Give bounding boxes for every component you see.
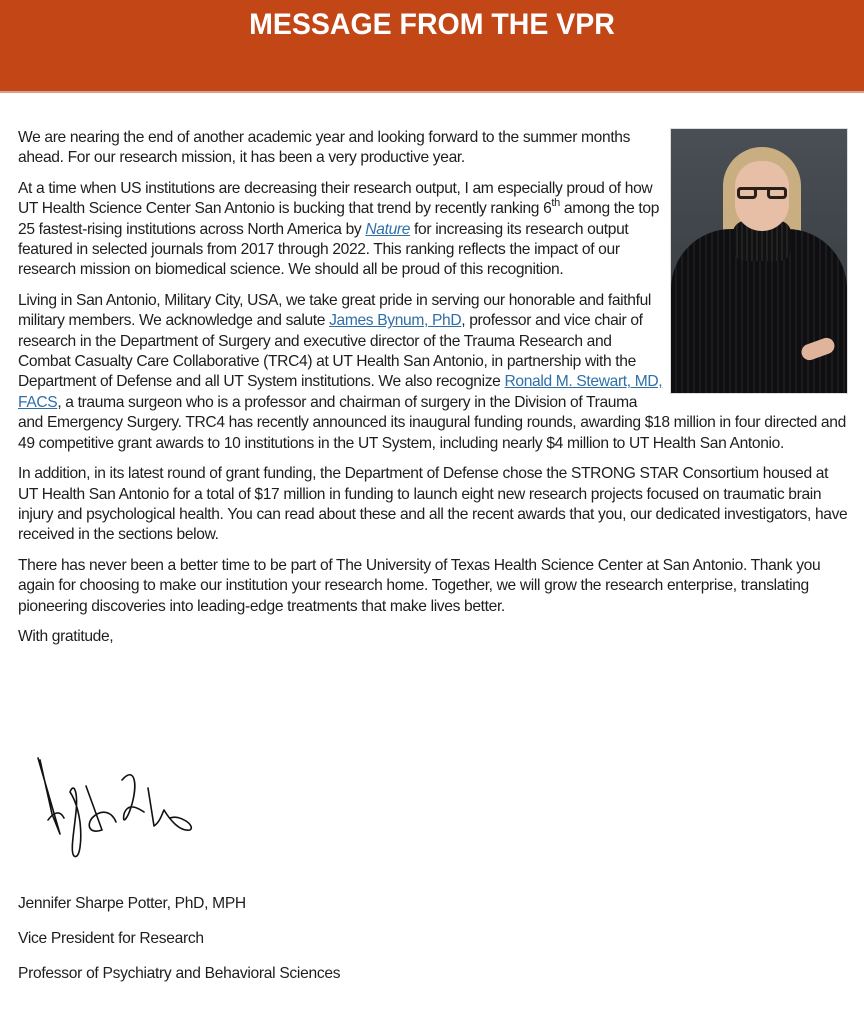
text: At a time when US institutions are decreasing their research output, I am especially proud of how UT Health Science Center San Antonio is bucking that trend by recently ranking 6 [18, 179, 653, 218]
paragraph-closing: There has never been a better time to be part of The University of Texas Health Science Center at San Antonio. Thank you again for choosing to make our institution your research home. Together, we will grow the research enterprise, translating pioneering discoveries into leading-edge treatments that make lives better. [18, 556, 821, 615]
signature-image [30, 752, 200, 862]
paragraph-strong-star: In addition, in its latest round of grant funding, the Department of Defense chose the STRONG STAR Consortium housed at UT Health San Antonio for a total of $17 million in funding to launch eight new research projects focused on traumatic brain injury and psychological health. You can read about these and all the recent awards that you, our dedicated investigators, have received in the sections below. [18, 465, 848, 544]
ronald-stewart-link[interactable]: Ronald M. Stewart, MD, FACS [18, 373, 663, 411]
nature-link[interactable]: Nature [365, 220, 411, 238]
text: , professor and vice chair of research in the Department of Surgery and executive director of the Trauma Research and Combat Casualty Care Collaborative (TRC4) at UT Health San Antonio, in partnership with the Department of Defense and all UT System institutions. We also recognize [18, 312, 643, 391]
portrait-photo [670, 128, 848, 394]
paragraph-intro: We are nearing the end of another academic year and looking forward to the summer months ahead. For our research mission, it has been a very productive year. [18, 129, 631, 167]
signer-role: Professor of Psychiatry and Behavioral Sciences [18, 965, 341, 982]
signer-title: Vice President for Research [18, 930, 204, 947]
james-bynum-link[interactable]: James Bynum, PhD [329, 312, 462, 330]
page-header [0, 0, 864, 93]
page-title: MESSAGE FROM THE VPR [249, 8, 615, 41]
text: for increasing its research output featured in selected journals from 2017 through 2022. This ranking reflects the impact of our research mission on biomedical science. We should all be proud of this recognition. [18, 220, 629, 279]
text: , a trauma surgeon who is a professor and chairman of surgery in the Division of Trauma and Emergency Surgery. TRC4 has recently announced its inaugural funding rounds, awarding $18 million in four directed and 49 competitive grant awards to 10 institutions in the UT System, including nearly $4 million to UT Health San Antonio. [18, 393, 846, 452]
letter-body [18, 128, 848, 657]
signer-name: Jennifer Sharpe Potter, PhD, MPH [18, 895, 246, 912]
superscript: th [551, 197, 560, 210]
signature-block [18, 894, 340, 999]
closing-salutation: With gratitude, [18, 627, 114, 645]
text: Living in San Antonio, Military City, USA, we take great pride in serving our honorable and faithful military members. We acknowledge and salute [18, 291, 652, 330]
text: among the top 25 fastest-rising institutions across North America by [18, 200, 660, 238]
portrait-glasses [737, 187, 787, 202]
